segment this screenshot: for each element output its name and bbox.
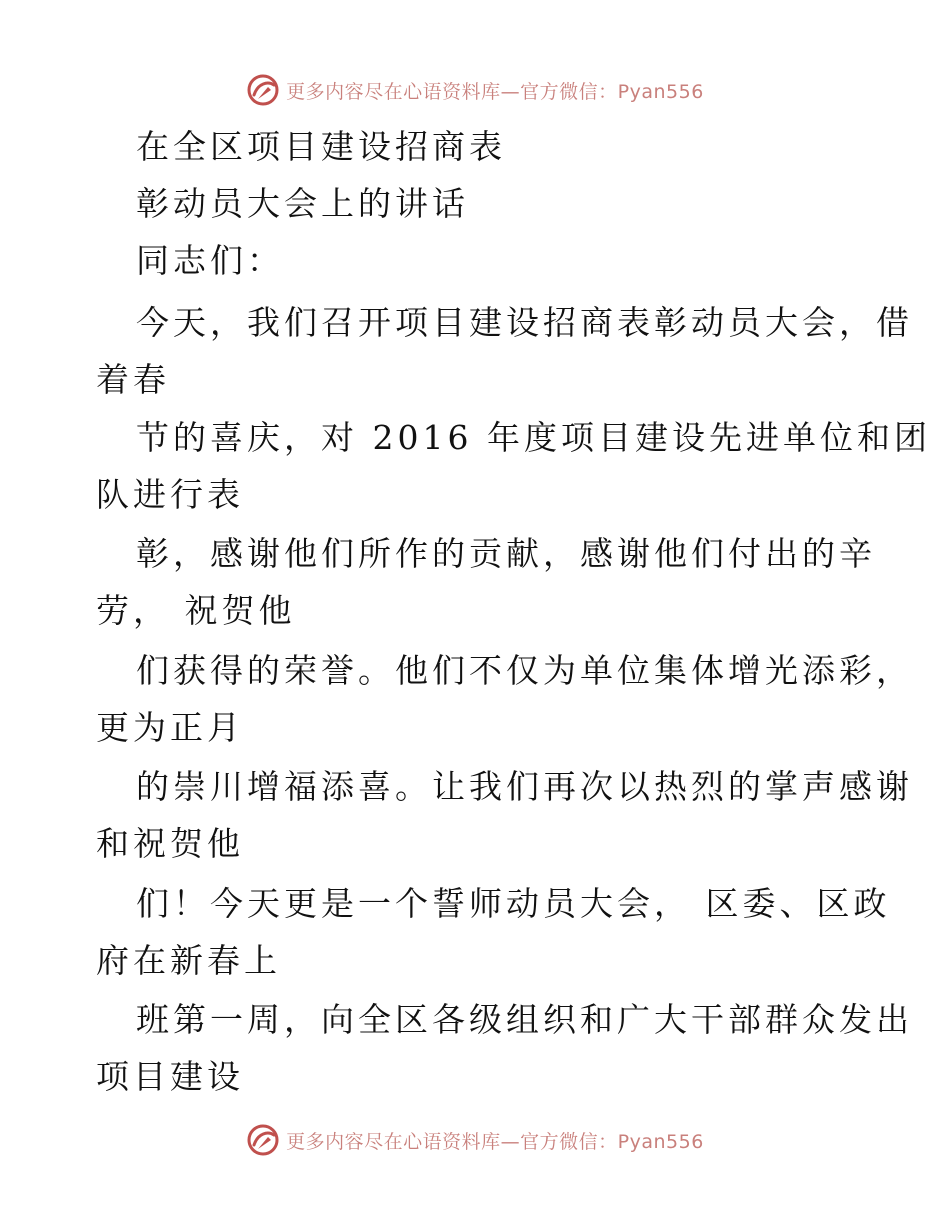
text-line: 府在新春上 — [96, 941, 281, 980]
red-swirl-logo-icon — [246, 73, 280, 107]
text-line: 更为正月 — [96, 708, 244, 747]
text-line: 彰动员大会上的讲话 — [136, 184, 469, 223]
text-line: 今天，我们召开项目建设招商表彰动员大会，借 — [136, 303, 913, 342]
watermark-text: 更多内容尽在心语资料库—官方微信：Pyan556 — [286, 80, 704, 103]
text-line: 彰，感谢他们所作的贡献，感谢他们付出的辛 — [136, 534, 876, 573]
text-line: 的崇川增福添喜。让我们再次以热烈的掌声感谢 — [136, 767, 913, 806]
header-watermark — [0, 70, 950, 110]
text-line: 着春 — [96, 360, 170, 399]
text-line: 班第一周，向全区各级组织和广大干部群众发出 — [136, 1000, 913, 1039]
text-line: 们获得的荣誉。他们不仅为单位集体增光添彩， — [136, 651, 913, 690]
watermark-text: 更多内容尽在心语资料库—官方微信：Pyan556 — [286, 1130, 704, 1153]
text-line: 在全区项目建设招商表 — [136, 127, 506, 166]
red-swirl-logo-icon — [246, 1123, 280, 1157]
text-line: 们！今天更是一个誓师动员大会， 区委、区政 — [136, 884, 891, 923]
text-line: 劳， 祝贺他 — [96, 591, 296, 630]
text-line: 项目建设 — [96, 1057, 244, 1096]
text-line: 和祝贺他 — [96, 824, 244, 863]
text-line: 节的喜庆，对 2016 年度项目建设先进单位和团 — [136, 418, 931, 457]
footer-watermark — [0, 1120, 950, 1160]
text-line: 同志们： — [136, 241, 284, 280]
text-line: 队进行表 — [96, 475, 244, 514]
